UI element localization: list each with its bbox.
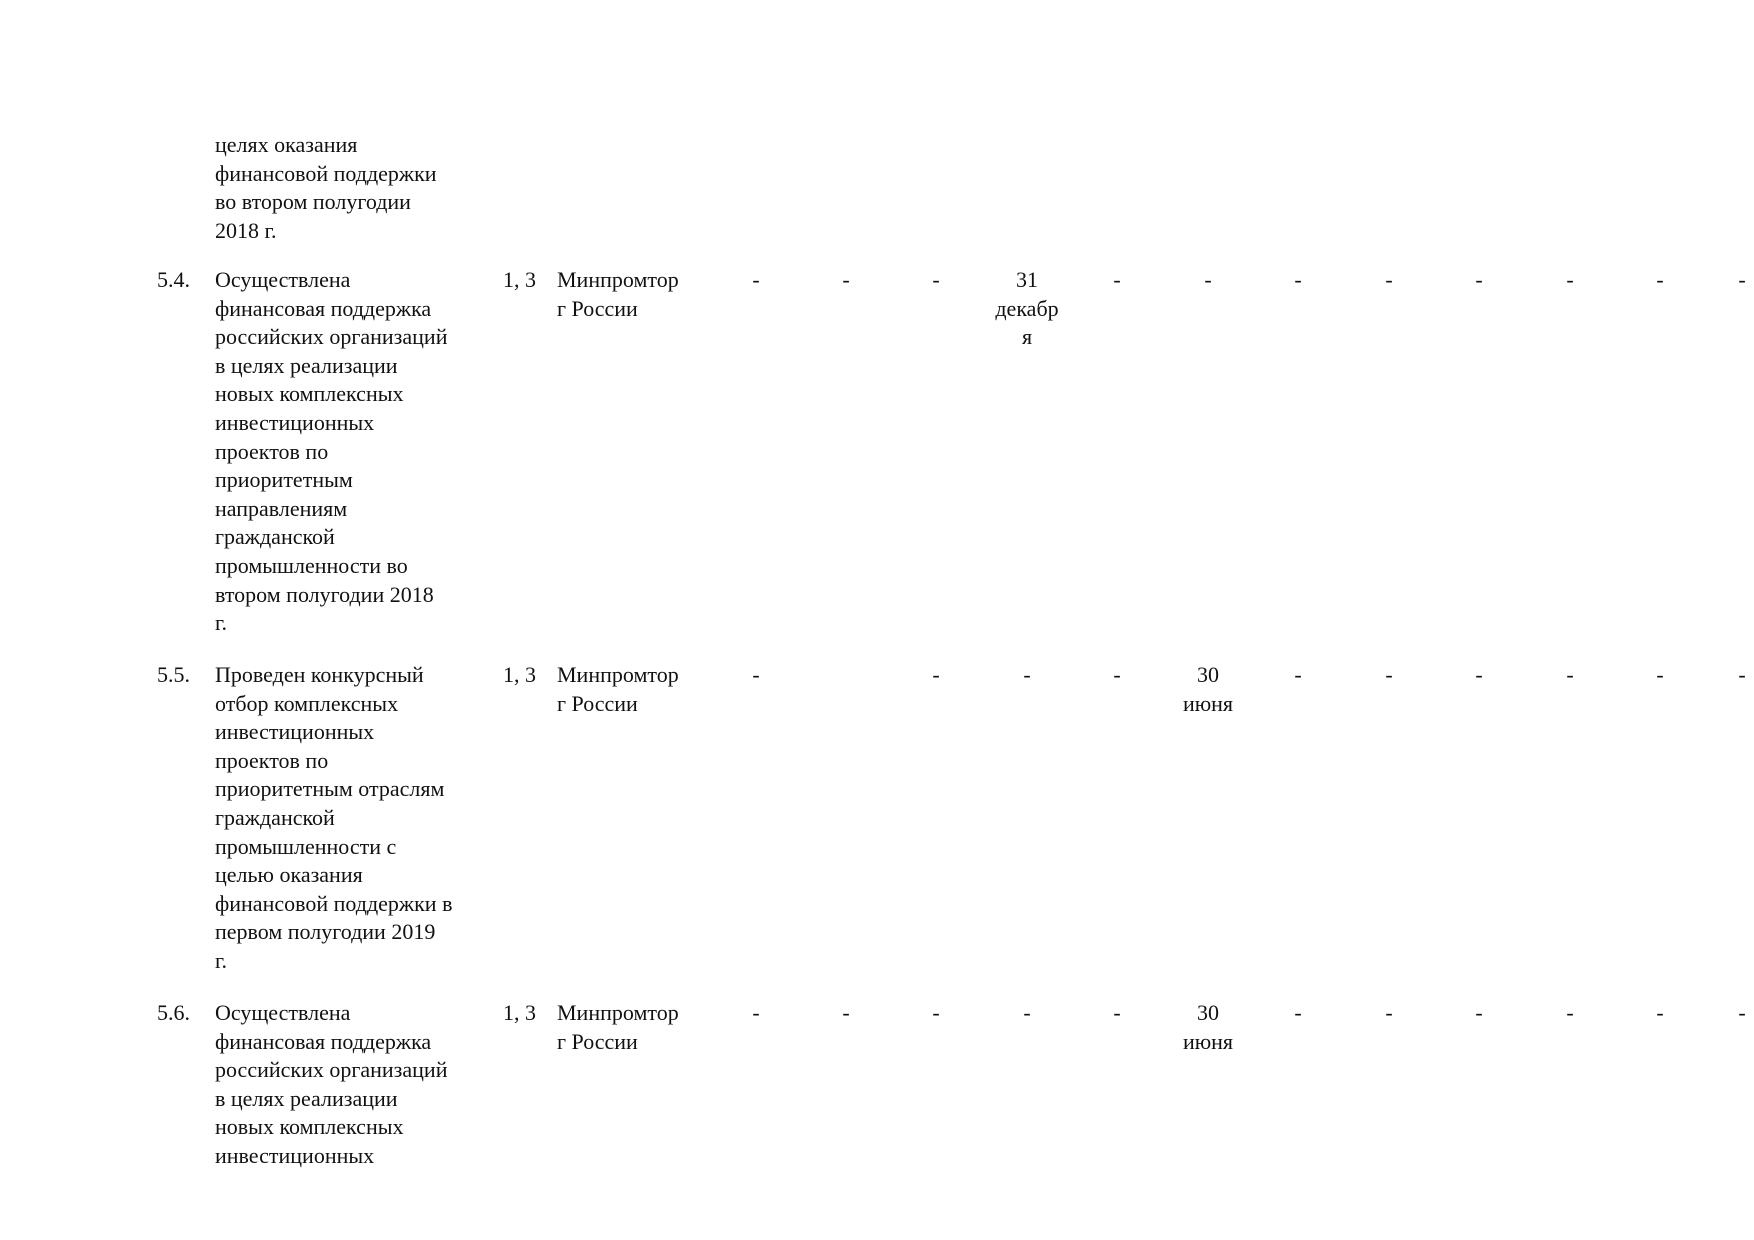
cell-line: - (842, 1000, 850, 1025)
desc-line: финансовая поддержка (215, 295, 432, 321)
row-cell-c11 (1615, 266, 1705, 295)
desc-line: Осуществлена (215, 1000, 351, 1025)
row-cell-c12 (1697, 999, 1754, 1028)
cell-line: - (1566, 1000, 1574, 1025)
carryover-line: финансовой поддержки (215, 160, 437, 186)
row-cell-c11 (1615, 999, 1705, 1028)
cell-line: - (932, 267, 940, 292)
row-cell-c8 (1344, 266, 1434, 295)
desc-line: направлениям (215, 495, 348, 521)
org-line: Минпромтор (557, 1000, 679, 1025)
row-ref: 1, 3 (503, 267, 536, 292)
desc-line: отбор комплексных (215, 690, 399, 716)
row-cell-c4 (982, 661, 1072, 690)
desc-line: промышленности во (215, 552, 408, 578)
cell-line: - (1475, 1000, 1483, 1025)
cell-line: - (1294, 267, 1302, 292)
cell-line: - (1294, 1000, 1302, 1025)
desc-line: в целях реализации (215, 352, 398, 378)
row-cell-c6 (1163, 999, 1253, 1056)
cell-line: - (932, 1000, 940, 1025)
cell-line: декабр (995, 295, 1059, 321)
row-number: 5.4. (157, 267, 190, 292)
cell-line: - (1566, 267, 1574, 292)
row-number: 5.5. (157, 662, 190, 687)
cell-line: я (1021, 324, 1033, 350)
carryover-text (215, 131, 495, 245)
row-number: 5.6. (157, 1000, 190, 1025)
cell-line: - (1113, 1000, 1121, 1025)
row-cell-c2 (801, 266, 891, 295)
cell-line: - (1656, 1000, 1664, 1025)
row-cell-c3 (891, 266, 981, 295)
org-line: г России (557, 690, 638, 716)
row-cell-c6 (1163, 266, 1253, 295)
desc-line: инвестиционных (215, 1142, 375, 1168)
row-cell-c7 (1253, 266, 1343, 295)
desc-line: втором полугодии 2018 (215, 581, 434, 607)
row-cell-c9 (1434, 999, 1524, 1028)
desc-line: г. (215, 947, 228, 973)
row-cell-c8 (1344, 661, 1434, 690)
desc-line: гражданской (215, 804, 335, 830)
cell-line: - (1385, 267, 1393, 292)
desc-line: проектов по (215, 747, 329, 773)
desc-line: финансовая поддержка (215, 1028, 432, 1054)
cell-line: - (752, 662, 760, 687)
row-cell-c8 (1344, 999, 1434, 1028)
cell-line: - (1204, 267, 1212, 292)
org-line: Минпромтор (557, 267, 679, 292)
org-line: Минпромтор (557, 662, 679, 687)
cell-line: - (1566, 662, 1574, 687)
row-cell-c1 (711, 266, 801, 295)
row-cell-c6 (1163, 661, 1253, 718)
row-cell-c10 (1525, 266, 1615, 295)
cell-line: - (1023, 662, 1031, 687)
carryover-line: 2018 г. (215, 217, 277, 243)
desc-line: российских организаций (215, 1057, 448, 1083)
row-cell-c1 (711, 661, 801, 690)
cell-line: - (1738, 267, 1746, 292)
row-cell-c11 (1615, 661, 1705, 690)
cell-line: - (1385, 1000, 1393, 1025)
cell-line: - (752, 1000, 760, 1025)
carryover-line: во втором полугодии (215, 189, 411, 215)
cell-line: - (1113, 662, 1121, 687)
row-organization (557, 661, 717, 718)
cell-line: - (1738, 662, 1746, 687)
row-cell-c4 (982, 999, 1072, 1028)
row-cell-c3 (891, 661, 981, 690)
desc-line: первом полугодии 2019 (215, 919, 436, 945)
row-cell-c2 (801, 999, 891, 1028)
row-description (215, 999, 495, 1171)
row-cell-c4 (982, 266, 1072, 352)
row-cell-c7 (1253, 999, 1343, 1028)
desc-line: промышленности с (215, 833, 397, 859)
desc-line: гражданской (215, 524, 335, 550)
desc-line: приоритетным (215, 467, 353, 493)
row-cell-c10 (1525, 999, 1615, 1028)
row-organization (557, 266, 717, 323)
cell-line: - (1113, 267, 1121, 292)
row-description (215, 661, 495, 976)
desc-line: российских организаций (215, 324, 448, 350)
row-cell-c10 (1525, 661, 1615, 690)
org-line: г России (557, 1028, 638, 1054)
desc-line: Осуществлена (215, 267, 351, 292)
cell-line: - (842, 267, 850, 292)
row-description (215, 266, 495, 638)
desc-line: новых комплексных (215, 1114, 404, 1140)
cell-line: - (1656, 267, 1664, 292)
row-ref: 1, 3 (503, 1000, 536, 1025)
cell-line: июня (1182, 1028, 1234, 1054)
row-ref: 1, 3 (503, 662, 536, 687)
cell-line: - (1656, 662, 1664, 687)
desc-line: новых комплексных (215, 381, 404, 407)
desc-line: инвестиционных (215, 409, 375, 435)
cell-line: - (1738, 1000, 1746, 1025)
row-cell-c5 (1072, 661, 1162, 690)
row-cell-c12 (1697, 661, 1754, 690)
row-cell-c9 (1434, 266, 1524, 295)
cell-line: 31 (1016, 267, 1038, 292)
row-cell-c12 (1697, 266, 1754, 295)
cell-line: - (1385, 662, 1393, 687)
carryover-line: целях оказания (215, 132, 358, 157)
cell-line: - (1475, 267, 1483, 292)
desc-line: Проведен конкурсный (215, 662, 424, 687)
cell-line: - (1023, 1000, 1031, 1025)
row-cell-c7 (1253, 661, 1343, 690)
desc-line: целью оказания (215, 862, 363, 888)
desc-line: в целях реализации (215, 1085, 398, 1111)
cell-line: 30 (1197, 662, 1219, 687)
desc-line: проектов по (215, 438, 329, 464)
row-organization (557, 999, 717, 1056)
desc-line: финансовой поддержки в (215, 890, 453, 916)
row-cell-c1 (711, 999, 801, 1028)
cell-line: - (1294, 662, 1302, 687)
cell-line: - (1475, 662, 1483, 687)
desc-line: г. (215, 610, 228, 636)
cell-line: 30 (1197, 1000, 1219, 1025)
cell-line: - (932, 662, 940, 687)
cell-line: - (752, 267, 760, 292)
cell-line: июня (1182, 690, 1234, 716)
row-cell-c5 (1072, 266, 1162, 295)
row-cell-c5 (1072, 999, 1162, 1028)
desc-line: инвестиционных (215, 719, 375, 745)
row-cell-c3 (891, 999, 981, 1028)
desc-line: приоритетным отраслям (215, 776, 445, 802)
org-line: г России (557, 295, 638, 321)
row-cell-c9 (1434, 661, 1524, 690)
